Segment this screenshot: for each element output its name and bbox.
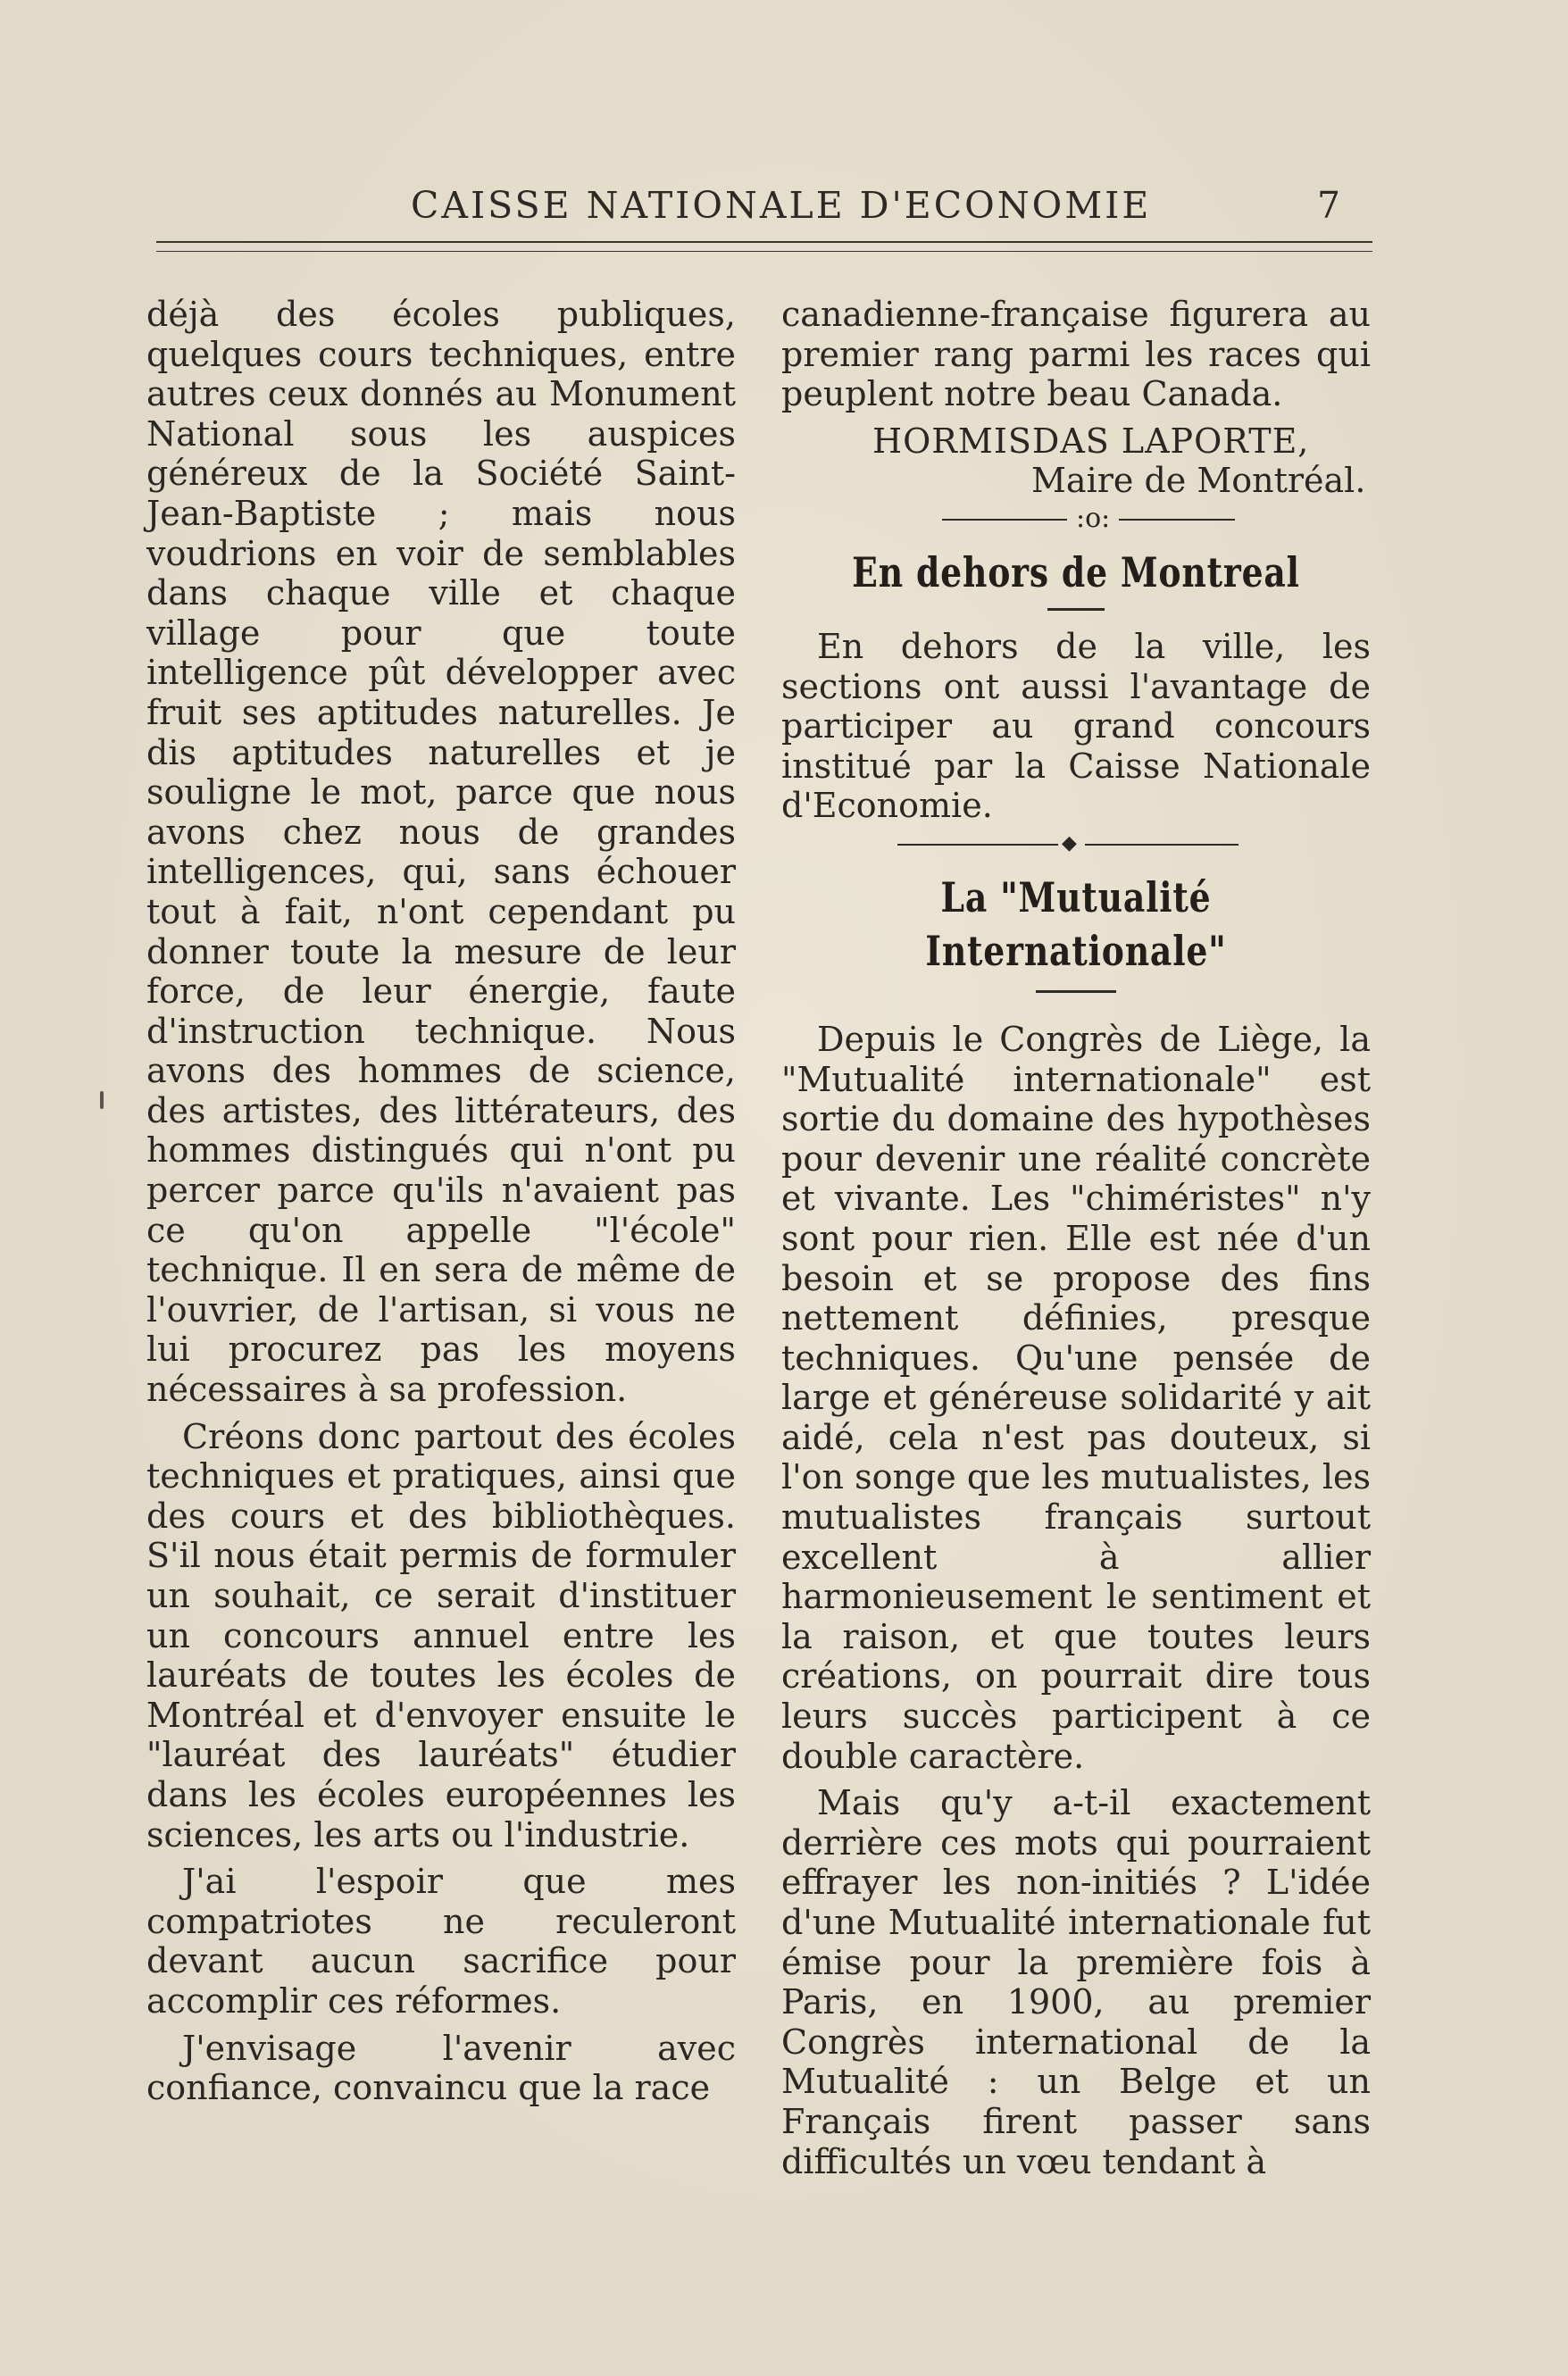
paragraph: En dehors de la ville, les sections ont aussi l'avantage de participer au grand concours institué par la Caisse Nationale d'Economie. [781, 626, 1371, 826]
paragraph: J'ai l'espoir que mes compatriotes ne reculeront devant aucun sacrifice pour accomplir ces réformes. [146, 1862, 736, 2021]
title-rule [1036, 990, 1116, 993]
paragraph: Créons donc partout des écoles techniques et pratiques, ainsi que des cours et des bibliothèques. S'il nous était permis de formuler un souhait, ce serait d'instituer un concours annuel entre les lauréats de toutes les écoles de Montréal et d'envoyer ensuite le "lauréat des lauréats" étudier dans les écoles européennes les sciences, les arts ou l'industrie. [146, 1416, 736, 1855]
signature-title: Maire de Montréal. [1031, 461, 1366, 501]
paragraph: Mais qu'y a-t-il exactement derrière ces mots qui pourraient effrayer les non-initiés ? L'idée d'une Mutualité internationale fut émise pour la première fois à Paris, en 1900, au premier Congrès international de la Mutualité : un Belge et un Français firent passer sans difficultés un vœu tendant à [781, 1783, 1371, 2181]
page-number: 7 [1317, 184, 1341, 227]
signature [781, 421, 1371, 501]
paragraph: J'envisage l'avenir avec confiance, convaincu que la race [146, 2028, 736, 2108]
header-rule-top [156, 241, 1372, 243]
paragraph: Depuis le Congrès de Liège, la "Mutualité internationale" est sortie du domaine des hypothèses pour devenir une réalité concrète et vivante. Les "chiméristes" n'y sont pour rien. Elle est née d'un besoin et se propose des fins nettement définies, presque techniques. Qu'une pensée de large et généreuse solidarité y ait aidé, cela n'est pas douteux, si l'on songe que les mutualistes, les mutualistes français surtout excellent à allier harmonieusement le sentiment et la raison, et que toutes leurs créations, on pourrait dire tous leurs succès participent à ce double caractère. [781, 1019, 1371, 1776]
divider-ornament: ◆ [1062, 831, 1077, 855]
section-title: La "Mutualité Internationale" [925, 872, 1227, 975]
divider-ornament: :o: [1076, 502, 1111, 534]
signature-name: HORMISDAS LAPORTE, [872, 421, 1310, 461]
title-rule [1047, 608, 1105, 611]
section-divider [781, 501, 1371, 537]
paragraph: canadienne-française figurera au premier rang parmi les races qui peuplent notre beau Canada. [781, 295, 1371, 414]
header-title: CAISSE NATIONALE D'ECONOMIE [411, 184, 1152, 227]
section-divider [781, 826, 1371, 862]
header-rule-bottom [156, 251, 1372, 252]
ink-mark [100, 1091, 104, 1109]
running-header [152, 179, 1375, 232]
right-column [781, 295, 1371, 2181]
section-title: En dehors de Montreal [852, 547, 1300, 596]
left-column [146, 295, 736, 2108]
paragraph: déjà des écoles publiques, quelques cours techniques, entre autres ceux donnés au Monument National sous les auspices généreux de la Société Saint-Jean-Baptiste ; mais nous voudrions en voir de semblables dans chaque ville et chaque village pour que toute intelligence pût développer avec fruit ses aptitudes naturelles. Je dis aptitudes naturelles et je souligne le mot, parce que nous avons chez nous de grandes intelligences, qui, sans échouer tout à fait, n'ont cependant pu donner toute la mesure de leur force, de leur énergie, faute d'instruction technique. Nous avons des hommes de science, des artistes, des littérateurs, des hommes distingués qui n'ont pu percer parce qu'ils n'avaient pas ce qu'on appelle "l'école" technique. Il en sera de même de l'ouvrier, de l'artisan, si vous ne lui procurez pas les moyens nécessaires à sa profession. [146, 295, 736, 1410]
